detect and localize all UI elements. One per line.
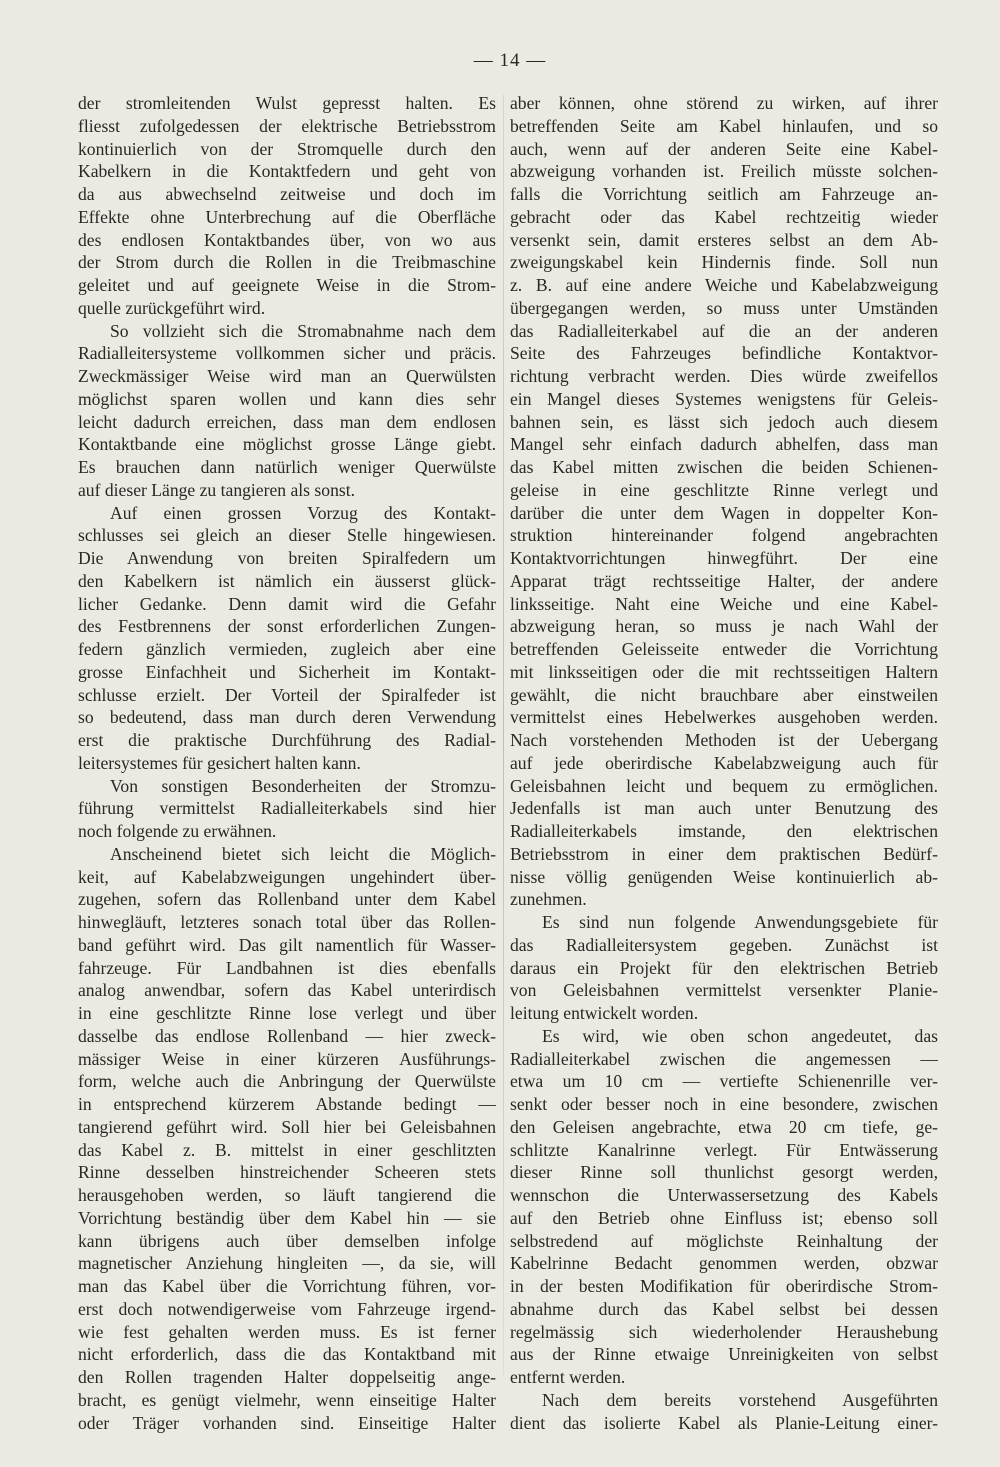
text-line: Es sind nun folgende Anwendungsgebiete für [542, 912, 938, 932]
text-line: So vollzieht sich die Stromabnahme nach dem [110, 320, 496, 341]
text-line: Rinne desselben hinstreichender Scheeren stets [78, 1162, 496, 1183]
text-line: auch, wenn auf der anderen Seite eine Kabel- [510, 138, 938, 159]
text-line: Kontaktbande eine möglichst grosse Länge giebt. [78, 434, 496, 455]
text-line: schlusse erzielt. Der Vorteil der Spiralfeder ist [78, 684, 496, 705]
text-line: falls die Vorrichtung seitlich am Fahrzeuge an- [510, 184, 938, 204]
text-line: abzweigung vorhanden ist. Freilich müsste solchen- [510, 161, 938, 182]
text-line: aus der Rinne etwaige Unreinigkeiten von selbst [510, 1344, 938, 1365]
text-line: etwa um 10 cm — vertiefte Schienenrille ver- [510, 1071, 938, 1092]
text-line: bracht, es genügt vielmehr, wenn einseitige Halter [78, 1389, 496, 1410]
text-line: in der besten Modifikation für oberirdische Strom- [510, 1276, 938, 1296]
text-line: betreffenden Geleisseite entweder die Vorrichtung [510, 639, 938, 659]
column-divider [503, 95, 504, 1375]
text-line: das Radialleiterkabel auf die an der anderen [510, 320, 938, 341]
text-line: darüber die unter dem Wagen in doppelter Kon- [510, 502, 938, 523]
text-line: wennschon die Unterwassersetzung des Kabels [510, 1185, 938, 1205]
text-line: Nach dem bereits vorstehend Ausgeführten [542, 1389, 938, 1410]
text-line: Betriebsstrom in einer dem praktischen Bedürf- [510, 843, 938, 864]
text-line: Effekte ohne Unterbrechung auf die Oberfläche [78, 206, 496, 227]
text-line: nisse völlig genügenden Weise kontinuierlich ab- [510, 866, 938, 887]
text-line: struktion hintereinander folgend angebrachten [510, 525, 938, 546]
text-line: da aus abwechselnd zeitweise und doch im [78, 184, 496, 204]
text-line: grosse Einfachheit und Sicherheit im Kontakt- [78, 661, 496, 682]
text-line: mässiger Weise in einer kürzeren Ausführungs- [78, 1048, 496, 1069]
text-line: gewählt, die nicht brauchbare aber einstweilen [510, 684, 938, 705]
text-line: Kontaktvorrichtungen hinwegführt. Der eine [510, 548, 938, 568]
text-line: Zweckmässiger Weise wird man an Querwülsten [78, 366, 496, 386]
text-line: Radialleitersysteme vollkommen sicher und präcis. [78, 343, 496, 364]
text-line: Mangel sehr einfach dadurch abhelfen, dass man [510, 434, 938, 455]
text-line: regelmässig sich wiederholender Heraushebung [510, 1321, 938, 1342]
text-line: fliesst zufolgedessen der elektrische Betriebsstrom [78, 115, 496, 136]
text-line: z. B. auf eine andere Weiche und Kabelabzweigung [510, 275, 938, 295]
text-line: entfernt werden. [510, 1367, 626, 1387]
text-line: Apparat trägt rechtsseitige Halter, der andere [510, 570, 938, 591]
text-line: richtung verbracht werden. Dies würde zweifellos [510, 366, 938, 386]
text-line: senkt oder besser noch in eine besondere, zwischen [510, 1094, 938, 1114]
text-line: ein Mangel dieses Systemes wenigstens für Geleis- [510, 388, 938, 409]
text-line: licher Gedanke. Denn damit wird die Gefahr [78, 593, 496, 614]
text-line: linksseitige. Naht eine Weiche und eine Kabel- [510, 593, 938, 614]
text-line: Es wird, wie oben schon angedeutet, das [542, 1025, 938, 1046]
text-line: federn gänzlich vermieden, zugleich aber eine [78, 639, 496, 659]
text-line: band geführt wird. Das gilt namentlich für Wasser- [78, 934, 496, 955]
text-line: Anscheinend bietet sich leicht die Möglich- [110, 843, 496, 864]
text-line: des endlosen Kontaktbandes über, von wo aus [78, 229, 496, 250]
text-line: schlitzte Kanalrinne verlegt. Für Entwässerung [510, 1139, 938, 1160]
text-line: mit linksseitigen oder die mit rechtsseitigen Haltern [510, 661, 938, 682]
text-line: magnetischer Anziehung hingleiten —, da sie, will [78, 1253, 496, 1274]
text-line: versenkt sein, damit ersteres selbst an dem Ab- [510, 229, 938, 250]
text-line: zweigungskabel kein Hindernis finde. Soll nun [510, 252, 938, 273]
text-line: abnahme durch das Kabel selbst bei dessen [510, 1298, 938, 1319]
text-line: geleitet und auf geeignete Weise in die Strom- [78, 275, 496, 295]
text-line: Nach vorstehenden Methoden ist der Uebergang [510, 730, 938, 750]
text-line: Radialleiterkabels imstande, den elektrischen [510, 821, 938, 841]
text-line: des Festbrennens der sonst erforderlichen Zungen- [78, 616, 496, 637]
text-line: leitersystemes für gesichert halten kann. [78, 752, 361, 773]
text-line: in eine geschlitzte Rinne lose verlegt und über [78, 1003, 496, 1023]
text-line: leitung entwickelt worden. [510, 1003, 699, 1023]
text-line: dieser Rinne soll thunlichst gesorgt werden, [510, 1162, 938, 1183]
text-line: kann übrigens auch über demselben infolge [78, 1230, 496, 1251]
text-line: Auf einen grossen Vorzug des Kontakt- [110, 502, 496, 523]
text-line: analog anwendbar, sofern das Kabel unterirdisch [78, 980, 496, 1001]
text-line: herausgehoben werden, so läuft tangierend die [78, 1185, 496, 1205]
text-line: Jedenfalls ist man auch unter Benutzung des [510, 798, 938, 819]
text-line: noch folgende zu erwähnen. [78, 821, 277, 841]
text-line: möglichst sparen wollen und kann dies sehr [78, 388, 496, 409]
text-line: zunehmen. [510, 889, 587, 910]
text-line: gebracht oder das Kabel rechtzeitig wieder [510, 206, 938, 227]
text-line: erst doch notwendigerweise vom Fahrzeuge irgend- [78, 1298, 496, 1319]
text-line: der Strom durch die Rollen in die Treibmaschine [78, 252, 496, 273]
text-line: schlusses sei gleich an dieser Stelle hingewiesen. [78, 525, 496, 546]
text-line: den Kabelkern ist nämlich ein äusserst glück- [78, 570, 496, 591]
text-line: nicht erforderlich, dass die das Kontaktband mit [78, 1344, 496, 1365]
text-line: hinwegläuft, letzteres sonach total über das Rollen- [78, 912, 496, 932]
text-line: selbstredend auf möglichste Reinhaltung der [510, 1230, 938, 1251]
text-line: form, welche auch die Anbringung der Querwülste [78, 1071, 496, 1092]
text-line: so bedeutend, dass man durch deren Verwendung [78, 707, 496, 728]
text-line: quelle zurückgeführt wird. [78, 297, 266, 318]
text-line: in entsprechend kürzerem Abstande bedingt — [78, 1094, 496, 1114]
text-line: den Rollen tragenden Halter doppelseitig ange- [78, 1367, 496, 1387]
text-line: leicht dadurch erreichen, dass man dem endlosen [78, 411, 496, 432]
text-line: bahnen sein, es lässt sich jedoch auch diesem [510, 411, 938, 432]
text-line: auf jede oberirdische Kabelabzweigung auch für [510, 752, 938, 773]
text-line: geleise in eine geschlitzte Rinne verlegt und [510, 479, 938, 500]
text-line: Kabelkern in die Kontaktfedern und geht von [78, 161, 496, 182]
page-number: — 14 — [473, 50, 547, 71]
text-line: abzweigung heran, so muss je nach Wahl der [510, 616, 938, 637]
text-line: Die Anwendung von breiten Spiralfedern um [78, 548, 496, 568]
text-line: dasselbe das endlose Rollenband — hier zweck- [78, 1025, 496, 1046]
text-line: führung vermittelst Radialleiterkabels sind hier [78, 798, 496, 819]
text-line: auf den Betrieb ohne Einfluss ist; ebenso soll [510, 1207, 938, 1228]
text-line: fahrzeuge. Für Landbahnen ist dies ebenfalls [78, 957, 496, 978]
text-line: den Geleisen angebrachte, etwa 20 cm tiefe, ge- [510, 1116, 938, 1137]
text-line: vermittelst eines Hebelwerkes ausgehoben werden. [510, 707, 938, 728]
text-line: erst die praktische Durchführung des Radial- [78, 730, 496, 750]
text-line: Seite des Fahrzeuges befindliche Kontaktvor- [510, 343, 938, 364]
text-line: keit, auf Kabelabzweigungen ungehindert über- [78, 866, 496, 887]
text-line: zugehen, sofern das Rollenband unter dem Kabel [78, 889, 496, 910]
text-line: Radialleiterkabel zwischen die angemessen — [510, 1048, 938, 1069]
text-line: das Kabel mitten zwischen die beiden Schienen- [510, 457, 938, 477]
text-line: dient das isolierte Kabel als Planie-Leitung einer- [510, 1412, 938, 1433]
text-line: kontinuierlich von der Stromquelle durch den [78, 138, 496, 159]
text-line: wie fest gehalten werden muss. Es ist ferner [78, 1321, 496, 1342]
text-line: aber können, ohne störend zu wirken, auf ihrer [510, 93, 938, 113]
text-line: übergegangen werden, so muss unter Umständen [510, 297, 938, 318]
text-line: Von sonstigen Besonderheiten der Stromzu- [110, 775, 496, 796]
text-line: tangierend geführt wird. Soll hier bei Geleisbahnen [78, 1116, 496, 1137]
right-text-column [510, 92, 938, 1434]
text-line: Geleisbahnen leicht und bequem zu ermöglichen. [510, 775, 938, 796]
text-line: betreffenden Seite am Kabel hinlaufen, und so [510, 115, 938, 136]
text-line: der stromleitenden Wulst gepresst halten. Es [78, 93, 496, 113]
text-line: oder Träger vorhanden sind. Einseitige Halter [78, 1412, 496, 1433]
text-line: von Geleisbahnen vermittelst versenkter Planie- [510, 980, 938, 1001]
text-line: Vorrichtung beständig über dem Kabel hin — sie [78, 1207, 496, 1228]
text-line: das Kabel z. B. mittelst in einer geschlitzten [78, 1139, 496, 1160]
text-line: daraus ein Projekt für den elektrischen Betrieb [510, 957, 938, 978]
text-line: Kabelrinne Bedacht genommen werden, obzwar [510, 1253, 938, 1274]
text-line: man das Kabel über die Vorrichtung führen, vor- [78, 1276, 496, 1296]
text-line: auf dieser Länge zu tangieren als sonst. [78, 479, 355, 500]
text-line: das Radialleitersystem gegeben. Zunächst ist [510, 934, 938, 955]
left-text-column [78, 92, 496, 1434]
text-line: Es brauchen dann natürlich weniger Querwülste [78, 457, 496, 477]
